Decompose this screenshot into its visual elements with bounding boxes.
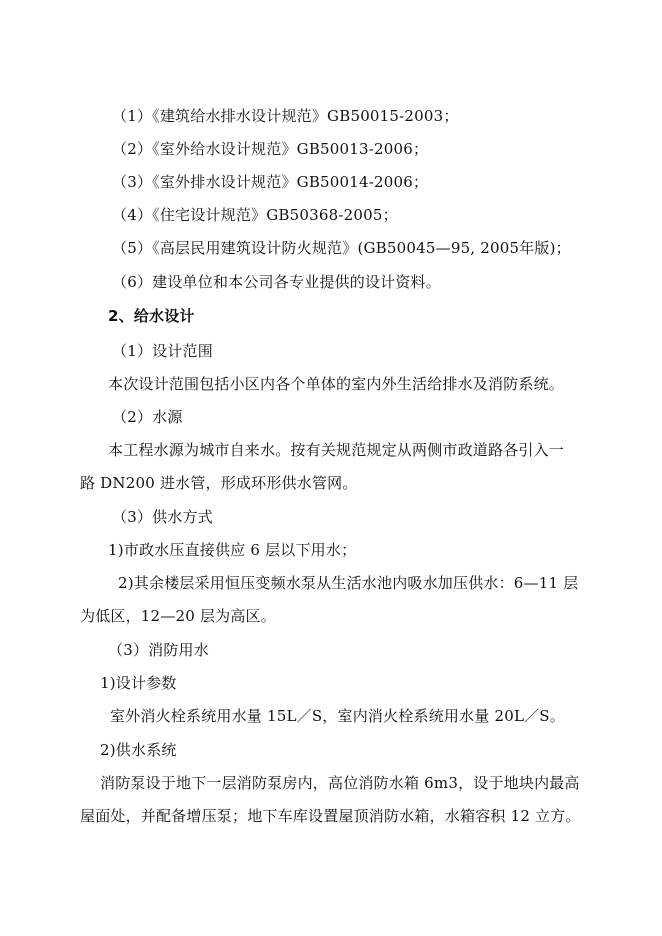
supply-item-2-line-1: 2)其余楼层采用恒压变频水泵从生活水池内吸水加压供水：6—11 层 bbox=[118, 574, 579, 592]
supply-item-2-line-2: 为低区，12—20 层为高区。 bbox=[80, 607, 276, 625]
supply-system-title: 2)供水系统 bbox=[100, 741, 177, 759]
design-params-title: 1)设计参数 bbox=[100, 674, 177, 692]
water-source-text-line-2: 路 DN200 进水管，形成环形供水管网。 bbox=[80, 474, 358, 492]
reference-item-3: （3）《室外排水设计规范》GB50014-2006； bbox=[112, 173, 429, 191]
design-scope-title: （1）设计范围 bbox=[112, 342, 213, 360]
water-source-title: （2）水源 bbox=[112, 408, 183, 426]
supply-item-1: 1)市政水压直接供应 6 层以下用水； bbox=[108, 541, 357, 559]
design-params-text: 室外消火栓系统用水量 15L／S，室内消火栓系统用水量 20L／S。 bbox=[110, 707, 565, 725]
reference-item-4: （4）《住宅设计规范》GB50368-2005； bbox=[112, 206, 398, 224]
section-heading: 2、给水设计 bbox=[108, 307, 195, 325]
reference-item-1: （1）《建筑给水排水设计规范》GB50015-2003； bbox=[112, 107, 459, 125]
reference-item-5: （5）《高层民用建筑设计防火规范》(GB50045—95, 2005年版)； bbox=[112, 239, 571, 257]
supply-system-text-line-1: 消防泵设于地下一层消防泵房内，高位消防水箱 6m3，设于地块内最高 bbox=[100, 774, 580, 792]
supply-method-title: （3）供水方式 bbox=[112, 508, 213, 526]
supply-system-text-line-2: 屋面处，并配备增压泵；地下车库设置屋顶消防水箱，水箱容积 12 立方。 bbox=[80, 807, 581, 825]
design-scope-text: 本次设计范围包括小区内各个单体的室内外生活给排水及消防系统。 bbox=[108, 375, 565, 393]
reference-item-2: （2）《室外给水设计规范》GB50013-2006； bbox=[112, 140, 429, 158]
fire-water-title: （3）消防用水 bbox=[108, 641, 209, 659]
water-source-text-line-1: 本工程水源为城市自来水。按有关规范规定从两侧市政道路各引入一 bbox=[108, 441, 565, 459]
reference-item-6: （6）建设单位和本公司各专业提供的设计资料。 bbox=[112, 273, 441, 291]
